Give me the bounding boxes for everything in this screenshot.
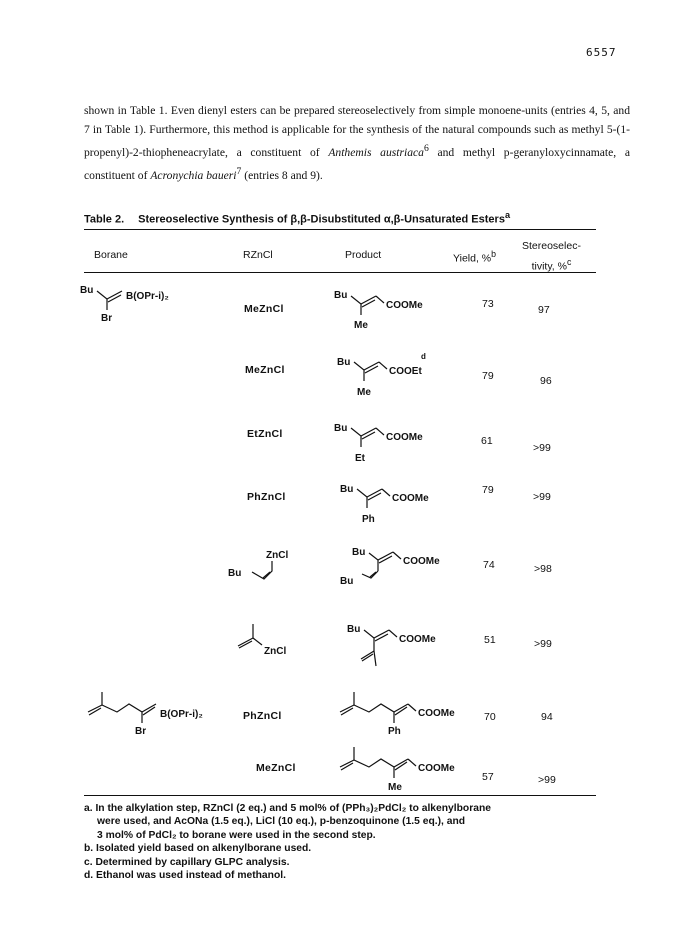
table-label: Table 2. <box>84 213 125 226</box>
rzncl-structure-5 <box>228 548 308 588</box>
table-bottom-rule <box>84 795 596 796</box>
svg-text:Br: Br <box>135 726 147 737</box>
row8-rzncl: MeZnCl <box>256 762 296 774</box>
product-structure-5 <box>338 545 458 591</box>
product-structure-4 <box>340 480 450 526</box>
footnote-a-line1: a. In the alkylation step, RZnCl (2 eq.) and 5 mol% of (PPh₃)₂PdCl₂ to alkenylborane <box>84 803 491 814</box>
header-yield: Yield, %$^b$ <box>453 249 497 265</box>
table-title-sup: a <box>504 210 511 220</box>
header-borane: Borane <box>94 249 128 261</box>
svg-text:COOMe: COOMe <box>399 634 436 645</box>
svg-text:COOMe: COOMe <box>403 556 440 567</box>
row7-selectivity: 94 <box>541 711 553 723</box>
footnote-d: d. Ethanol was used instead of methanol. <box>84 870 286 882</box>
row6-yield: 51 <box>484 634 496 646</box>
product-structure-6 <box>345 620 455 670</box>
intro-text-3: (entries 8 and 9). <box>241 168 323 182</box>
svg-text:COOMe: COOMe <box>386 300 423 311</box>
italic-anthemis: Anthemis austriaca <box>328 145 424 159</box>
svg-text:ZnCl: ZnCl <box>264 646 287 657</box>
product-structure-8 <box>336 745 476 795</box>
svg-text:Bu: Bu <box>80 285 94 296</box>
row3-rzncl: EtZnCl <box>247 428 283 440</box>
row3-selectivity: >99 <box>533 442 551 454</box>
row1-yield: 73 <box>482 298 494 310</box>
footnote-a-line2: were used, and AcONa (1.5 eq.), LiCl (10 eq.), p-benzoquinone (1.5 eq.), and <box>97 816 466 828</box>
row4-yield: 79 <box>482 484 494 496</box>
table-top-rule <box>84 229 596 230</box>
intro-text-2: and methyl p-geranyloxycinnamate, a constituent of <box>84 145 630 182</box>
row8-selectivity: >99 <box>538 774 556 786</box>
header-rzncl: RZnCl <box>243 249 273 261</box>
svg-text:Bu: Bu <box>340 576 354 587</box>
table-title: Stereoselective Synthesis of β,β-Disubstituted α,β-Unsaturated Esters <box>138 213 505 226</box>
svg-text:COOEt: COOEt <box>389 366 422 377</box>
footnote-a-line3: 3 mol% of PdCl₂ to borane were used in the second step. <box>97 829 376 841</box>
svg-text:Bu: Bu <box>334 423 348 434</box>
svg-text:d: d <box>421 352 426 361</box>
row4-selectivity: >99 <box>533 491 551 503</box>
row1-rzncl: MeZnCl <box>244 303 284 315</box>
product-structure-3 <box>334 419 444 465</box>
svg-text:B(OPr-i)₂: B(OPr-i)₂ <box>126 291 169 302</box>
row1-selectivity: 97 <box>538 304 550 316</box>
page-number: 6557 <box>586 46 617 59</box>
row6-selectivity: >99 <box>534 638 552 650</box>
svg-text:Bu: Bu <box>334 290 348 301</box>
svg-text:Bu: Bu <box>228 568 242 579</box>
header-product: Product <box>345 249 382 261</box>
svg-text:B(OPr-i)₂: B(OPr-i)₂ <box>160 709 203 720</box>
row7-yield: 70 <box>484 711 496 723</box>
row2-selectivity: 96 <box>540 375 552 387</box>
footnote-b: b. Isolated yield based on alkenylborane used. <box>84 843 312 855</box>
row7-rzncl: PhZnCl <box>243 710 282 722</box>
svg-text:Bu: Bu <box>337 357 351 368</box>
svg-text:Me: Me <box>357 387 371 398</box>
product-structure-1 <box>334 287 444 333</box>
svg-text:Me: Me <box>388 782 402 793</box>
row2-yield: 79 <box>482 370 494 382</box>
product-structure-7 <box>336 690 476 738</box>
svg-text:COOMe: COOMe <box>418 763 455 774</box>
row5-yield: 74 <box>483 559 495 571</box>
svg-text:COOMe: COOMe <box>386 432 423 443</box>
product-structure-2 <box>337 353 447 399</box>
rzncl-structure-6 <box>232 622 302 660</box>
row3-yield: 61 <box>481 435 493 447</box>
table-caption <box>84 210 510 226</box>
intro-text-1: shown in Table 1. Even dienyl esters can be prepared stereoselectively from simple monoene-units (entries 4, 5, and 7 in Table 1). Furthermore, this method is applicable for the synthesis of the natural compounds such as methyl 5-(1-propenyl)-2-thiopheneacrylate, a constituent of <box>84 104 630 159</box>
italic-acronychia: Acronychia baueri <box>150 168 237 182</box>
svg-text:Bu: Bu <box>347 624 361 635</box>
svg-text:COOMe: COOMe <box>418 708 455 719</box>
footnote-c: c. Determined by capillary GLPC analysis. <box>84 856 290 868</box>
svg-text:Ph: Ph <box>362 514 375 525</box>
row2-rzncl: MeZnCl <box>245 364 285 376</box>
svg-text:Bu: Bu <box>352 547 366 558</box>
svg-text:Et: Et <box>355 453 365 464</box>
table-header-rule <box>84 272 596 273</box>
table-footnotes <box>84 802 604 882</box>
borane-structure-7 <box>84 690 234 738</box>
intro-paragraph <box>84 101 630 185</box>
ref-6: 6 <box>423 143 429 154</box>
header-stereoselectivity: Stereoselec- tivity, %$^c$ <box>522 240 581 273</box>
svg-text:Me: Me <box>354 320 368 331</box>
row8-yield: 57 <box>482 771 494 783</box>
svg-text:Ph: Ph <box>388 726 401 737</box>
row5-selectivity: >98 <box>534 563 552 575</box>
svg-text:COOMe: COOMe <box>392 493 429 504</box>
svg-text:Br: Br <box>101 313 113 324</box>
svg-text:ZnCl: ZnCl <box>266 550 289 561</box>
row4-rzncl: PhZnCl <box>247 491 286 503</box>
ref-7: 7 <box>236 165 242 177</box>
svg-text:Bu: Bu <box>340 484 354 495</box>
borane-structure-1 <box>80 282 200 324</box>
